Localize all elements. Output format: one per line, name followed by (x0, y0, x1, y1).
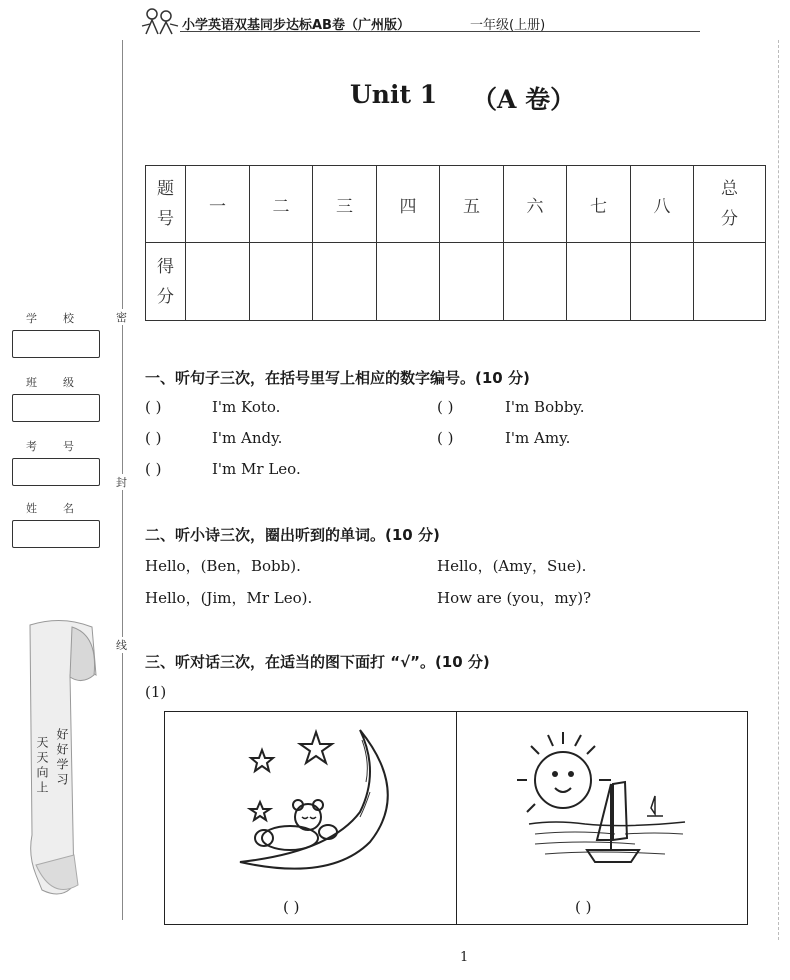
score-table-row-score (146, 243, 766, 321)
answer-paren[interactable]: ( ) (145, 429, 162, 447)
answer-paren[interactable]: ( ) (437, 398, 454, 416)
section3-heading: 三、听对话三次，在适当的图下面打 “√”。(10 分) (145, 653, 490, 671)
section1-item-1: I'm Koto. (212, 398, 281, 416)
page-edge-dashed (778, 40, 779, 940)
info-label-class: 班级 (26, 376, 100, 389)
score-table-row-question (146, 166, 766, 243)
score-cell[interactable] (250, 243, 313, 321)
section2-line-1[interactable]: Hello，(Ben，Bobb). (145, 557, 301, 575)
score-cell[interactable] (567, 243, 631, 321)
header-grade: 一年级(上册) (470, 18, 546, 33)
score-cell[interactable] (186, 243, 250, 321)
section1-item-4: I'm Amy. (505, 429, 571, 447)
picture-2-answer-paren[interactable]: ( ) (575, 898, 592, 916)
score-cell[interactable] (504, 243, 567, 321)
score-table-col-2: 二 (250, 166, 313, 243)
exam-number-field[interactable] (12, 458, 100, 486)
score-cell[interactable] (440, 243, 504, 321)
score-table-header-score: 得 分 (146, 243, 186, 321)
ribbon-text-study: 好好学习 (55, 728, 69, 788)
kids-logo-icon (140, 4, 180, 38)
score-table-col-6: 六 (504, 166, 567, 243)
paper-title: （A 卷） (472, 85, 576, 114)
moon-bear-picture-icon[interactable] (220, 722, 400, 882)
section1-heading: 一、听句子三次，在括号里写上相应的数字编号。(10 分) (145, 369, 530, 387)
school-field[interactable] (12, 330, 100, 358)
score-table-col-7: 七 (567, 166, 631, 243)
score-table-header-total: 总 分 (694, 166, 766, 243)
info-label-exam-number: 考号 (26, 440, 100, 453)
score-table-col-8: 八 (631, 166, 694, 243)
score-table-col-4: 四 (377, 166, 440, 243)
picture-divider (456, 711, 457, 925)
ribbon-text-progress: 天天向上 (35, 736, 49, 796)
score-table-header-question: 题 号 (146, 166, 186, 243)
name-field[interactable] (12, 520, 100, 548)
section2-line-2[interactable]: Hello，(Amy，Sue). (437, 557, 587, 575)
score-table-col-5: 五 (440, 166, 504, 243)
section1-item-2: I'm Bobby. (505, 398, 585, 416)
score-table (145, 165, 766, 321)
picture-1-answer-paren[interactable]: ( ) (283, 898, 300, 916)
sun-boat-picture-icon[interactable] (515, 722, 695, 882)
section1-item-5: I'm Mr Leo. (212, 460, 301, 478)
score-table-col-1: 一 (186, 166, 250, 243)
section2-line-4[interactable]: How are (you，my)? (437, 589, 592, 607)
header-rule (180, 31, 700, 32)
page-header (140, 4, 700, 38)
binding-char-feng: 封 (116, 476, 127, 489)
section2-heading: 二、听小诗三次，圈出听到的单词。(10 分) (145, 526, 440, 544)
score-table-col-3: 三 (313, 166, 377, 243)
answer-paren[interactable]: ( ) (145, 398, 162, 416)
section3-sub-1: (1) (145, 683, 167, 701)
class-field[interactable] (12, 394, 100, 422)
page-number: 1 (460, 950, 469, 965)
score-cell[interactable] (377, 243, 440, 321)
binding-char-mi: 密 (116, 311, 127, 324)
section1-item-3: I'm Andy. (212, 429, 283, 447)
unit-title: Unit 1 (350, 80, 438, 109)
header-title: 小学英语双基同步达标AB卷（广州版） (182, 18, 410, 33)
score-cell[interactable] (631, 243, 694, 321)
score-cell[interactable] (313, 243, 377, 321)
answer-paren[interactable]: ( ) (437, 429, 454, 447)
section2-line-3[interactable]: Hello，(Jim，Mr Leo). (145, 589, 313, 607)
info-label-name: 姓名 (26, 502, 100, 515)
answer-paren[interactable]: ( ) (145, 460, 162, 478)
binding-char-xian: 线 (116, 639, 127, 652)
score-cell-total[interactable] (694, 243, 766, 321)
info-label-school: 学校 (26, 312, 100, 325)
